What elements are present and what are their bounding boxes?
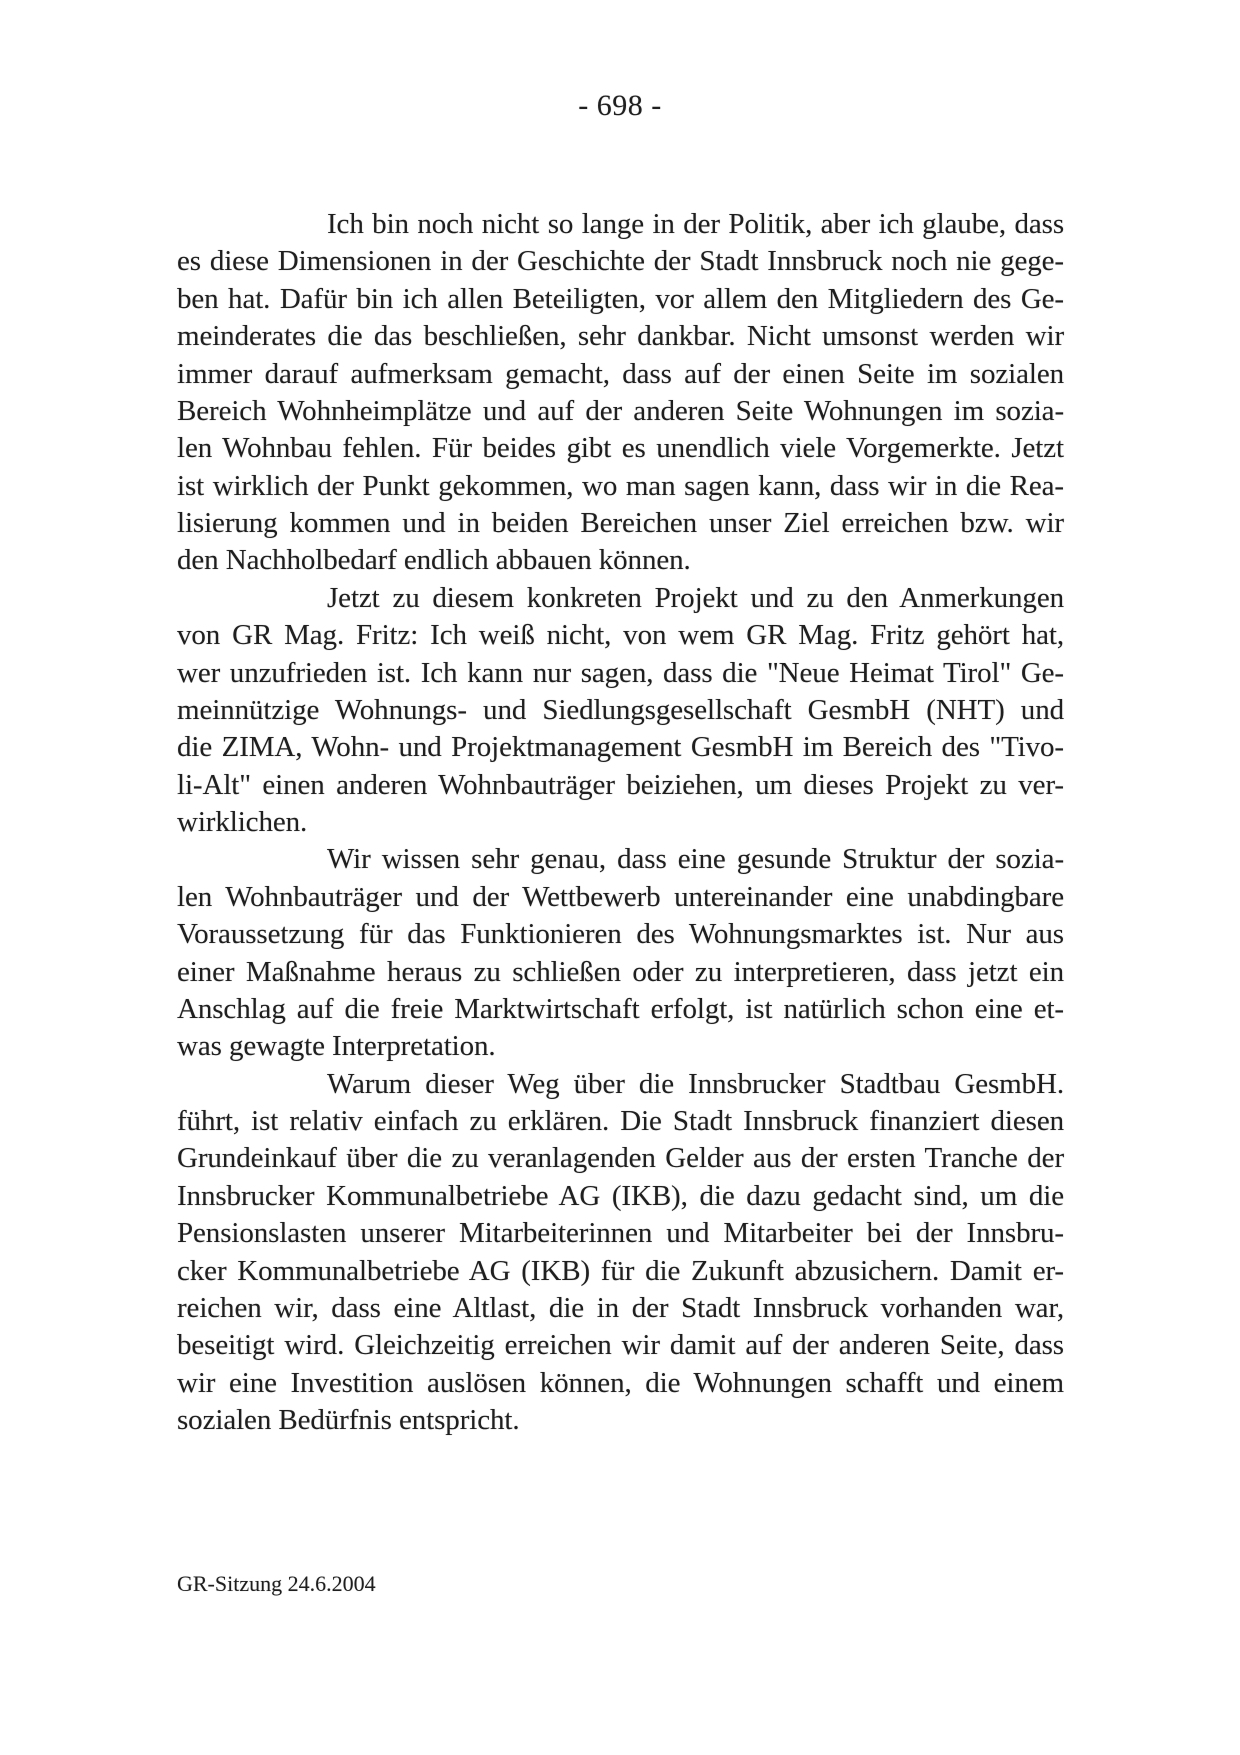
text-line: Warum dieser Weg über die Innsbrucker Stadtbau GesmbH. <box>327 1067 1064 1100</box>
text-line: wirklichen. <box>177 806 308 838</box>
text-line: li-Alt" einen anderen Wohnbauträger beiziehen, um dieses Projekt zu ver- <box>177 768 1064 801</box>
text-line: meinderates die das beschließen, sehr dankbar. Nicht umsonst werden wir <box>177 320 1064 353</box>
text-line: Grundeinkauf über die zu veranlagenden Gelder aus der ersten Tranche der <box>177 1142 1064 1175</box>
text-line: len Wohnbau fehlen. Für beides gibt es unendlich viele Vorgemerkte. Jetzt <box>177 432 1064 465</box>
text-line: Wir wissen sehr genau, dass eine gesunde Struktur der sozia- <box>327 843 1064 876</box>
body-text <box>177 206 1064 1439</box>
text-line: immer darauf aufmerksam gemacht, dass auf der einen Seite im sozialen <box>177 357 1064 390</box>
text-line: die ZIMA, Wohn- und Projektmanagement GesmbH im Bereich des "Tivo- <box>177 731 1064 764</box>
text-line: einer Maßnahme heraus zu schließen oder zu interpretieren, dass jetzt ein <box>177 955 1064 988</box>
text-line: von GR Mag. Fritz: Ich weiß nicht, von wem GR Mag. Fritz gehört hat, <box>177 619 1064 652</box>
text-line: wir eine Investition auslösen können, die Wohnungen schafft und einem <box>177 1366 1064 1399</box>
text-line: ben hat. Dafür bin ich allen Beteiligten, vor allem den Mitgliedern des Ge- <box>177 282 1064 315</box>
text-line: führt, ist relativ einfach zu erklären. Die Stadt Innsbruck finanziert diesen <box>177 1105 1064 1137</box>
text-line: Voraussetzung für das Funktionieren des Wohnungsmarktes ist. Nur aus <box>177 918 1064 951</box>
text-line: Anschlag auf die freie Marktwirtschaft erfolgt, ist natürlich schon eine et- <box>177 992 1064 1025</box>
text-line: es diese Dimensionen in der Geschichte der Stadt Innsbruck noch nie gege- <box>177 245 1064 278</box>
text-line: ist wirklich der Punkt gekommen, wo man sagen kann, dass wir in die Rea- <box>177 469 1064 502</box>
text-line: was gewagte Interpretation. <box>177 1030 496 1063</box>
text-line: Bereich Wohnheimplätze und auf der anderen Seite Wohnungen im sozia- <box>177 394 1064 427</box>
text-line: den Nachholbedarf endlich abbauen können. <box>177 544 691 577</box>
text-line: wer unzufrieden ist. Ich kann nur sagen, dass die "Neue Heimat Tirol" Ge- <box>177 656 1064 689</box>
text-line: sozialen Bedürfnis entspricht. <box>177 1404 520 1436</box>
text-line: len Wohnbauträger und der Wettbewerb untereinander eine unabdingbare <box>177 880 1064 913</box>
text-line: cker Kommunalbetriebe AG (IKB) für die Zukunft abzusichern. Damit er- <box>177 1254 1064 1287</box>
text-line: Pensionslasten unserer Mitarbeiterinnen und Mitarbeiter bei der Innsbru- <box>177 1217 1064 1250</box>
text-line: meinnützige Wohnungs- und Siedlungsgesellschaft GesmbH (NHT) und <box>177 693 1064 726</box>
text-line: beseitigt wird. Gleichzeitig erreichen wir damit auf der anderen Seite, dass <box>177 1329 1064 1362</box>
text-line: Innsbrucker Kommunalbetriebe AG (IKB), die dazu gedacht sind, um die <box>177 1179 1064 1212</box>
text-line: lisierung kommen und in beiden Bereichen unser Ziel erreichen bzw. wir <box>177 507 1064 539</box>
text-line: Jetzt zu diesem konkreten Projekt und zu den Anmerkungen <box>327 581 1064 614</box>
page-number: - 698 - <box>578 89 662 122</box>
text-line: Ich bin noch nicht so lange in der Politik, aber ich glaube, dass <box>327 208 1064 240</box>
footer-session-label: GR-Sitzung 24.6.2004 <box>177 1571 376 1596</box>
text-line: reichen wir, dass eine Altlast, die in der Stadt Innsbruck vorhanden war, <box>177 1291 1064 1324</box>
